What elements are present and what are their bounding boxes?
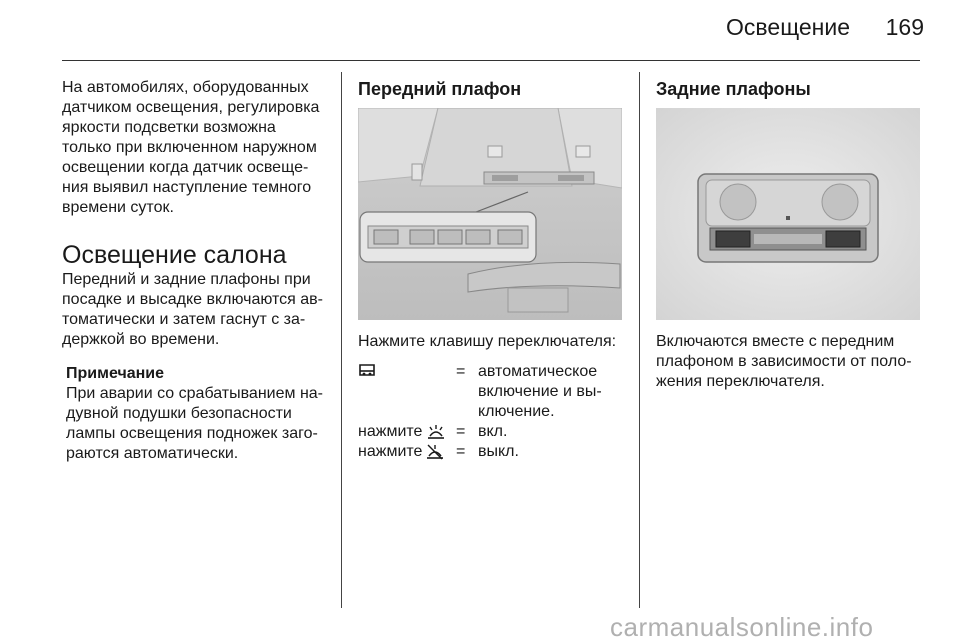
page-number: 169: [885, 14, 924, 40]
watermark: carmanualsonline.info: [610, 612, 874, 642]
key-description: автоматическое включение и вы-ключение.: [478, 363, 602, 420]
note-text: При аварии со срабатыванием на-дувной подушки безопасности лампы освещения подножек заго-раются автоматически.: [66, 385, 324, 462]
intro-paragraph: На автомобилях, оборудованных датчиком освещения, регулировка яркости подсветки возможна только при включенном наружном освещении когда датчик освеще-ния выявил наступление темного времени суток.: [62, 79, 320, 216]
lamp-off-icon: [426, 444, 444, 460]
door-lamp-icon: [358, 362, 376, 378]
section-heading: Освещение салона: [62, 241, 287, 269]
key-row-off: [358, 442, 624, 462]
column-divider-left: [341, 72, 342, 608]
column-left: [62, 78, 326, 464]
rear-lamp-photo: [656, 108, 920, 320]
key-list: [358, 362, 624, 462]
key-row-on: [358, 422, 624, 442]
front-lamp-instruction: Нажмите клавишу переключателя:: [358, 333, 617, 350]
key-prefix: нажмите: [358, 423, 423, 440]
key-equals: =: [456, 363, 466, 380]
note-title: Примечание: [66, 365, 165, 382]
key-equals: =: [456, 443, 466, 460]
rear-lamp-heading: Задние плафоны: [656, 79, 811, 99]
front-lamp-photo: [358, 108, 622, 320]
key-equals: =: [456, 423, 466, 440]
column-divider-right: [639, 72, 640, 608]
lamp-on-icon: [426, 424, 446, 440]
column-middle: [358, 78, 624, 462]
rear-lamp-text: Включаются вместе с передним плафоном в зависимости от поло-жения переключателя.: [656, 333, 912, 390]
page-header-title: Освещение: [726, 14, 850, 40]
key-row-auto: [358, 362, 624, 422]
front-lamp-heading: Передний плафон: [358, 79, 522, 99]
key-description: выкл.: [478, 443, 519, 460]
key-prefix: нажмите: [358, 443, 423, 460]
column-right: [656, 78, 920, 392]
key-description: вкл.: [478, 423, 508, 440]
header-rule: [62, 60, 920, 61]
section-paragraph: Передний и задние плафоны при посадке и высадке включаются ав-томатически и затем гаснут с за-держкой во времени.: [62, 271, 323, 348]
note-block: [66, 364, 326, 464]
